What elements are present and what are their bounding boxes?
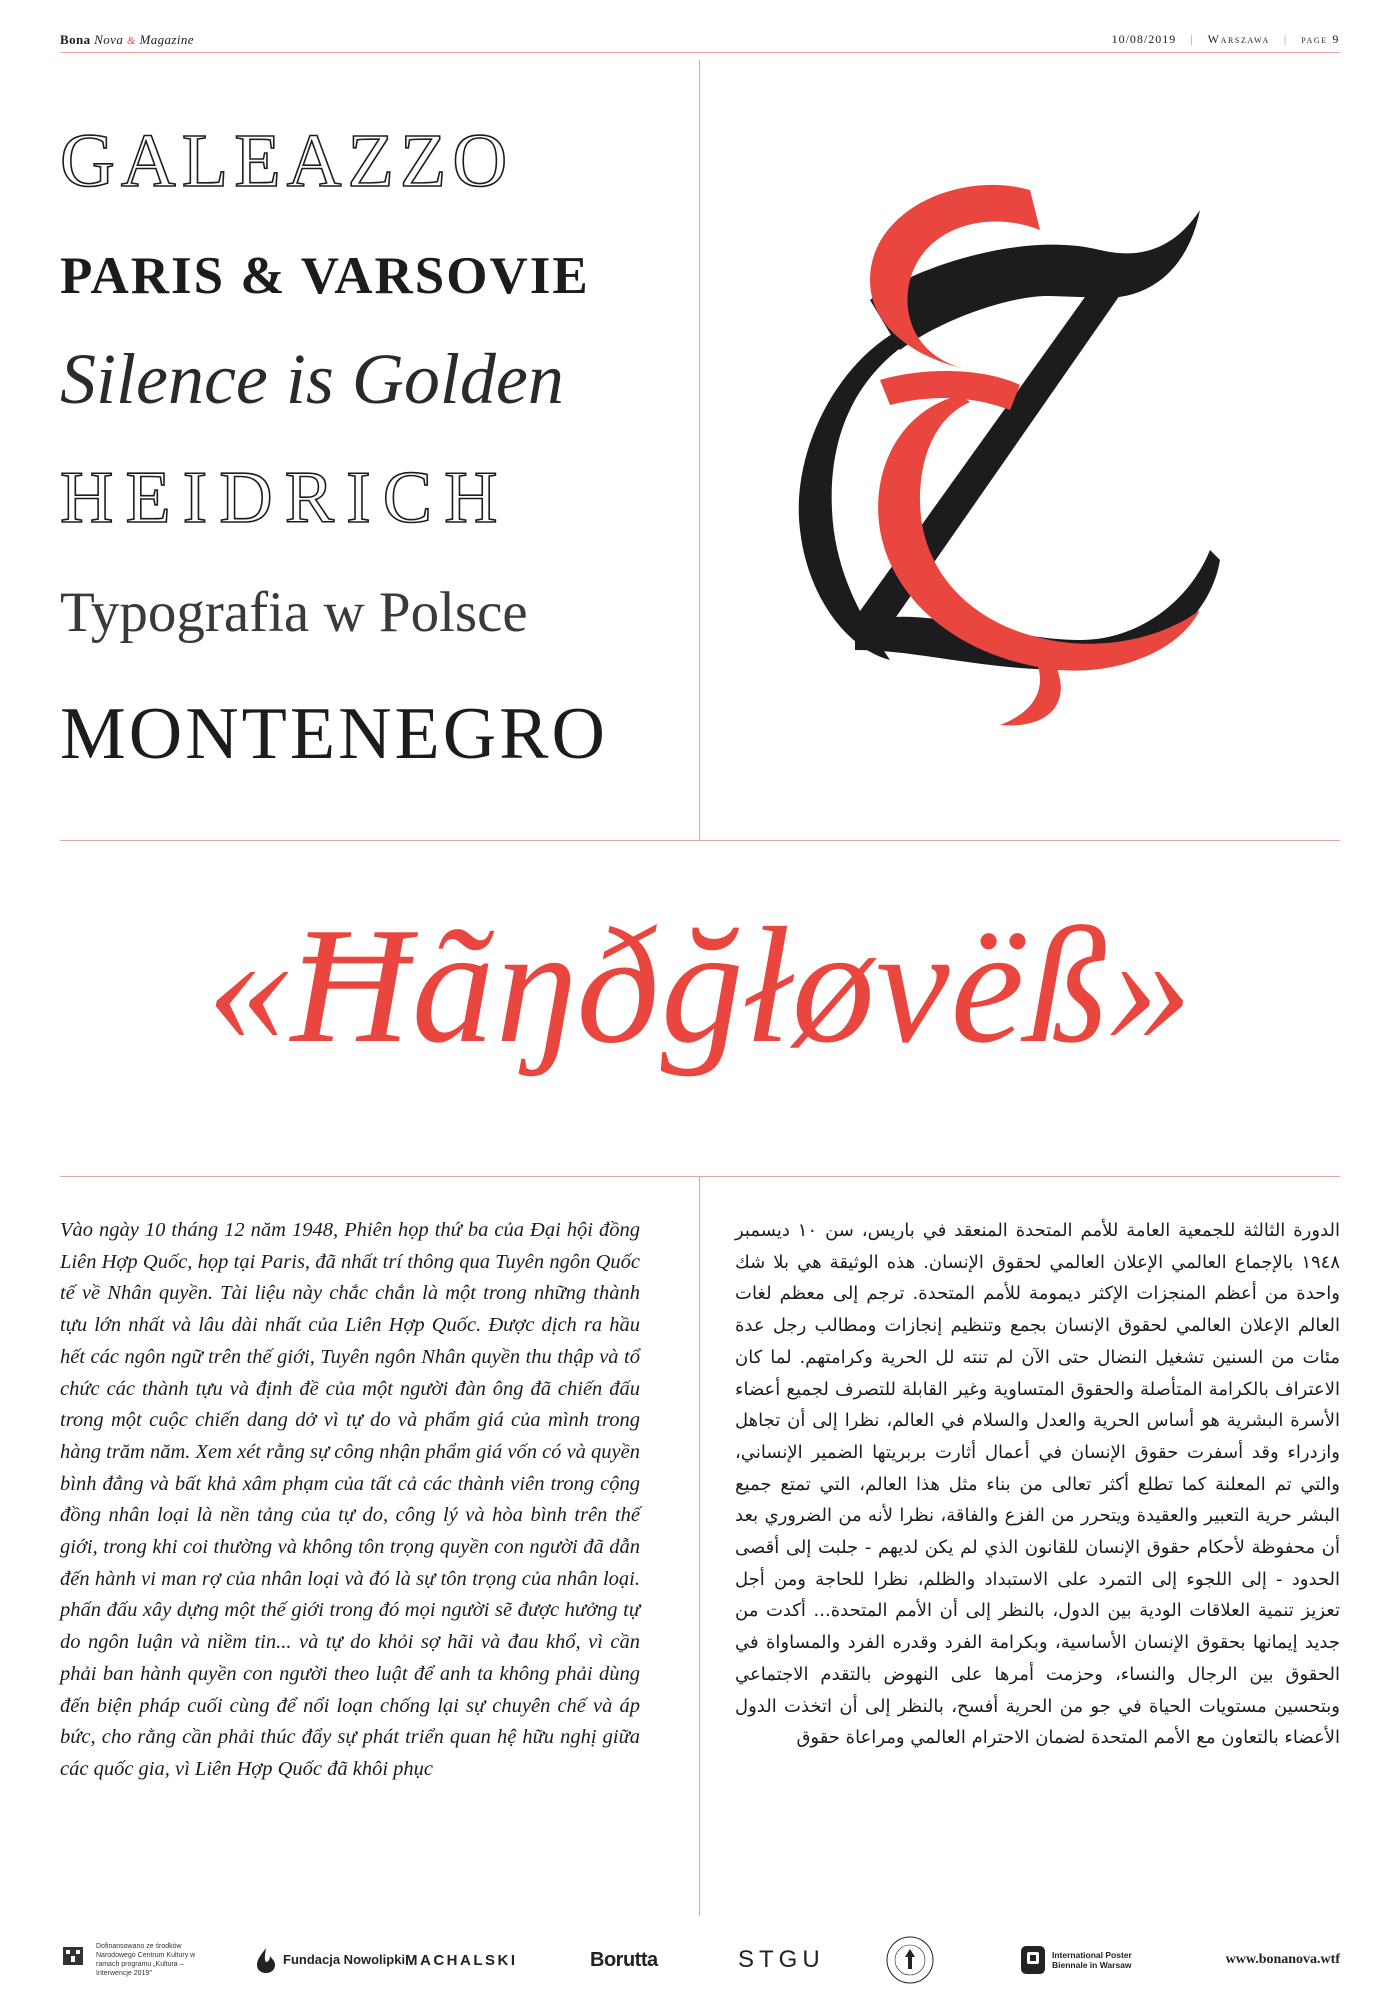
specimen-line-caps: MONTENEGRO <box>60 693 608 775</box>
biennale-label: International Poster Biennale in Warsaw <box>1052 1950 1132 1970</box>
body-text-vietnamese: Vào ngày 10 tháng 12 năm 1948, Phiên họp thứ ba của Đại hội đồng Liên Hợp Quốc, họp tại Paris, đã nhất trí thông qua Tuyên ngôn Quốc tế về Nhân quyền. Tài liệu này chắc chắn là một trong những thành tựu lớn nhất và lâu dài nhất của Liên Hợp Quốc. Được dịch ra hầu hết các ngôn ngữ trên thế giới, Tuyên ngôn Nhân quyền thu thập và tổ chức các thành tựu và định đề của một người đàn ông đã chiến đấu trong một cuộc chiến dang dở vì tự do và phẩm giá của mình trong hàng trăm năm. Xem xét rằng sự công nhận phẩm giá vốn có và quyền bình đẳng và bất khả xâm phạm của tất cả các thành viên trong cộng đồng nhân loại là nền tảng của tự do, công lý và hòa bình trên thế giới, trong khi coi thường và không tôn trọng quyền con người đã dẫn đến hành vi man rợ của nhân loại và đó là sự tôn trọng của nhân loại. phấn đấu xây dựng một thế giới trong đó mọi người sẽ được hưởng tự do ngôn luận và niềm tin... và tự do khỏi sợ hãi và đau khổ, vì cần phải ban hành quyền con người theo luật để anh ta không phải dùng đến biện pháp cuối cùng để nổi loạn chống lại sự chuyên chế và áp bức, cho rằng cần phải thúc đẩy sự phát triển quan hệ hữu nghị giữa các quốc gia, vì Liên Hợp Quốc đã khôi phục <box>60 1219 640 1780</box>
fundacja-nowolipki-logo <box>255 1935 405 1985</box>
brand-bold: Bona <box>60 32 91 47</box>
borutta-logo: Borutta <box>590 1948 658 1971</box>
header-separator: | <box>1283 32 1288 46</box>
body-text-arabic: الدورة الثالثة للجمعية العامة للأمم المتحدة المنعقد في باريس، سن ١٠ ديسمبر ١٩٤٨ بالإجماع العالمي الإعلان العالمي لحقوق الإنسان. هذه الوثيقة هي بلا شك واحدة من أعظم المنجزات الإكثر ديمومة للأمم المتحدة. ترجم إلى معظم لغات العالم الإعلان العالمي لحقوق الإنسان بجمع وتنظيم إنجازات ومطالب رجل عدة مئات من السنين تشغيل النضال حتى الآن لم تنته لل الحرية وكرامتهم. لما كان الاعتراف بالكرامة المتأصلة والحقوق المتساوية وغير القابلة للتصرف لجميع أعضاء الأسرة البشرية هو أساس الحرية والعدل والسلام في العالم، نظرا إلى أن تجاهل وازدراء وقد أسفرت حقوق الإنسان في أعمال أثارت بربريتها الضمير الإنساني، والتي تم المعلنة كما تطلع أكثر تعالى من بناء مثل هذا العالم، التي تمتع جميع البشر حرية التعبير والعقيدة ويتحرر من الفزع والفاقة، نظرا لأنه من الضروري بعد أن محفوظة لأحكام حقوق الإنسان للقانون الذي لم يكن لديهم - جلبت إلى أقصى الحدود - إلى اللجوء إلى التمرد على الاستبداد والظلم، نظرا للحاجة ومن أجل تعزيز تنمية العلاقات الودية بين الدول، بالنظر إلى أن الأمم المتحدة... أكدت من جديد إيمانها بحقوق الإنسان الأساسية، وبكرامة الفرد وقدره الفرد والمساواة في الحقوق بين الرجال والنساء، وحزمت أمرها على النهوض بالتقدم الاجتماعي وبتحسين مستويات الحياة في جو من الحرية أفسح، بالنظر إلى أن اتخذت الدول الأعضاء بالتعاون مع الأمم المتحدة لضمان الاحترام العالمي ومراعاة حقوق <box>735 1220 1341 1749</box>
header-meta <box>1112 32 1340 47</box>
section-rule-middle <box>60 1176 1340 1177</box>
fundacja-label: Fundacja Nowolipki <box>283 1952 406 1967</box>
mkidn-caption: Dofinansowano ze środków Narodowego Centrum Kultury w ramach programu „Kultura – Interwencje 2019" <box>96 1943 196 1977</box>
flame-icon <box>255 1946 277 1974</box>
machalski-logo: MACHALSKI <box>405 1951 518 1969</box>
academy-seal-icon <box>885 1935 935 1985</box>
specimen-line-bold-caps: PARIS & VARSOVIE <box>60 247 590 305</box>
section-rule-top <box>60 840 1340 841</box>
page-number: page 9 <box>1301 32 1340 46</box>
stgu-logo: STGU <box>738 1946 825 1973</box>
ez-ligature-artwork <box>760 170 1320 730</box>
display-specimen-word: «Ħãŋðğłøvëß» <box>206 893 1194 1077</box>
brand-tail: Magazine <box>139 32 194 47</box>
magazine-brand <box>60 32 194 48</box>
crest-icon <box>60 1943 86 1977</box>
header-separator: | <box>1190 32 1194 46</box>
website-link[interactable]: www.bonanova.wtf <box>1225 1952 1340 1967</box>
specimen-line-italic: Silence is Golden <box>60 339 564 419</box>
header-rule <box>60 52 1340 53</box>
specimen-line-inline-caps: HEIDRICH <box>60 457 510 539</box>
column-divider-bottom <box>699 1176 700 1916</box>
issue-city: Warszawa <box>1207 32 1270 46</box>
poster-biennale-logo <box>1020 1935 1162 1985</box>
brand-ampersand: & <box>126 35 136 47</box>
biennale-icon <box>1020 1945 1046 1975</box>
specimen-line-outline: GALEAZZO <box>60 119 514 203</box>
column-divider-top <box>699 60 700 840</box>
specimen-line-regular: Typografia w Polsce <box>60 581 528 644</box>
academy-logo <box>885 1935 935 1985</box>
issue-date: 10/08/2019 <box>1111 32 1177 46</box>
brand-italic: Nova <box>94 32 124 47</box>
mkidn-logo <box>60 1935 216 1985</box>
sponsor-footer <box>60 1935 1340 1985</box>
